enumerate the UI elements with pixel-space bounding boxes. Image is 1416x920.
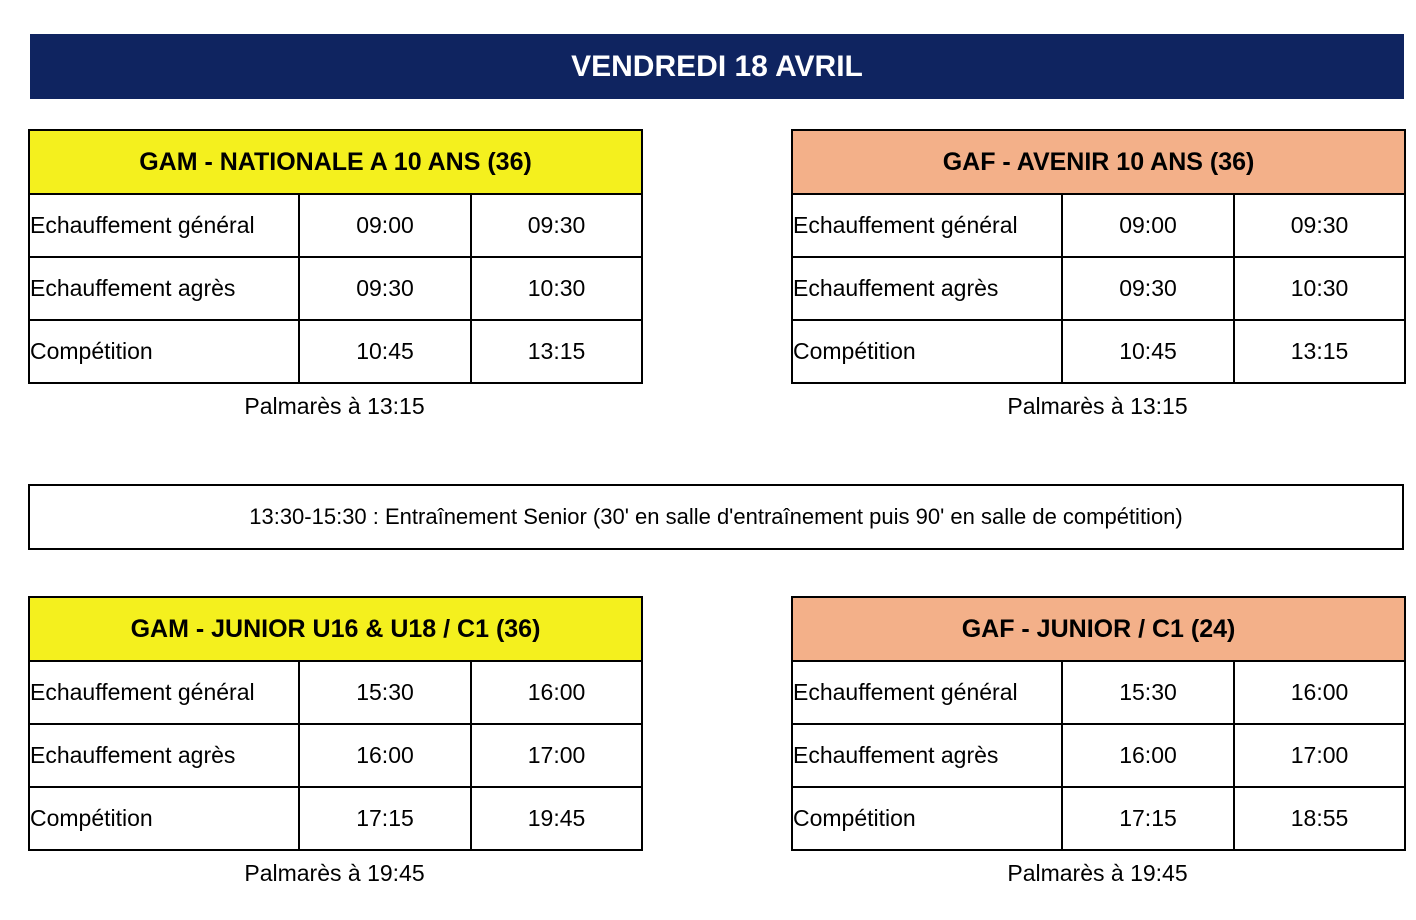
session-title: GAF - JUNIOR / C1 (24) <box>792 597 1405 661</box>
schedule-label: Compétition <box>29 787 299 850</box>
start-time: 09:00 <box>1062 194 1234 257</box>
start-time: 10:45 <box>1062 320 1234 383</box>
session-title: GAF - AVENIR 10 ANS (36) <box>792 130 1405 194</box>
schedule-row <box>792 257 1405 320</box>
schedule-row <box>29 787 642 850</box>
palmares-note: Palmarès à 13:15 <box>1007 393 1188 419</box>
schedule-label: Compétition <box>792 787 1062 850</box>
palmares-note: Palmarès à 13:15 <box>244 393 425 419</box>
schedule-row <box>29 724 642 787</box>
end-time: 10:30 <box>1234 257 1405 320</box>
session-block-gaf-avenir <box>791 129 1404 420</box>
end-time: 09:30 <box>1234 194 1405 257</box>
schedule-row <box>792 787 1405 850</box>
start-time: 16:00 <box>299 724 471 787</box>
schedule-label: Compétition <box>29 320 299 383</box>
schedule-label: Echauffement général <box>792 661 1062 724</box>
end-time: 09:30 <box>471 194 642 257</box>
session-table <box>28 596 643 851</box>
schedule-label: Compétition <box>792 320 1062 383</box>
session-table <box>791 596 1406 851</box>
schedule-row <box>792 661 1405 724</box>
schedule-label: Echauffement général <box>29 194 299 257</box>
end-time: 16:00 <box>471 661 642 724</box>
schedule-row <box>792 320 1405 383</box>
start-time: 09:30 <box>1062 257 1234 320</box>
start-time: 16:00 <box>1062 724 1234 787</box>
session-title: GAM - JUNIOR U16 & U18 / C1 (36) <box>29 597 642 661</box>
start-time: 09:00 <box>299 194 471 257</box>
session-block-gaf-junior <box>791 596 1404 887</box>
start-time: 09:30 <box>299 257 471 320</box>
schedule-label: Echauffement agrès <box>792 724 1062 787</box>
palmares-note: Palmarès à 19:45 <box>244 860 425 886</box>
start-time: 15:30 <box>299 661 471 724</box>
schedule-row <box>29 194 642 257</box>
palmares-note: Palmarès à 19:45 <box>1007 860 1188 886</box>
end-time: 10:30 <box>471 257 642 320</box>
end-time: 13:15 <box>1234 320 1405 383</box>
training-note-box <box>28 484 1404 550</box>
start-time: 17:15 <box>1062 787 1234 850</box>
end-time: 16:00 <box>1234 661 1405 724</box>
schedule-label: Echauffement général <box>29 661 299 724</box>
session-header-row <box>29 597 642 661</box>
day-title-banner <box>30 34 1404 99</box>
session-title: GAM - NATIONALE A 10 ANS (36) <box>29 130 642 194</box>
schedule-row <box>29 661 642 724</box>
session-block-gam-junior <box>28 596 641 887</box>
session-header-row <box>792 597 1405 661</box>
start-time: 17:15 <box>299 787 471 850</box>
schedule-row <box>792 194 1405 257</box>
session-table <box>28 129 643 384</box>
schedule-label: Echauffement agrès <box>29 724 299 787</box>
end-time: 17:00 <box>471 724 642 787</box>
start-time: 10:45 <box>299 320 471 383</box>
end-time: 17:00 <box>1234 724 1405 787</box>
day-title: VENDREDI 18 AVRIL <box>571 49 863 83</box>
schedule-row <box>29 257 642 320</box>
session-header-row <box>792 130 1405 194</box>
end-time: 13:15 <box>471 320 642 383</box>
schedule-label: Echauffement agrès <box>792 257 1062 320</box>
end-time: 18:55 <box>1234 787 1405 850</box>
session-header-row <box>29 130 642 194</box>
schedule-label: Echauffement agrès <box>29 257 299 320</box>
session-block-gam-nationale <box>28 129 641 420</box>
schedule-label: Echauffement général <box>792 194 1062 257</box>
schedule-row <box>29 320 642 383</box>
schedule-row <box>792 724 1405 787</box>
start-time: 15:30 <box>1062 661 1234 724</box>
end-time: 19:45 <box>471 787 642 850</box>
training-note: 13:30-15:30 : Entraînement Senior (30' en salle d'entraînement puis 90' en salle de compétition) <box>249 504 1183 529</box>
session-table <box>791 129 1406 384</box>
